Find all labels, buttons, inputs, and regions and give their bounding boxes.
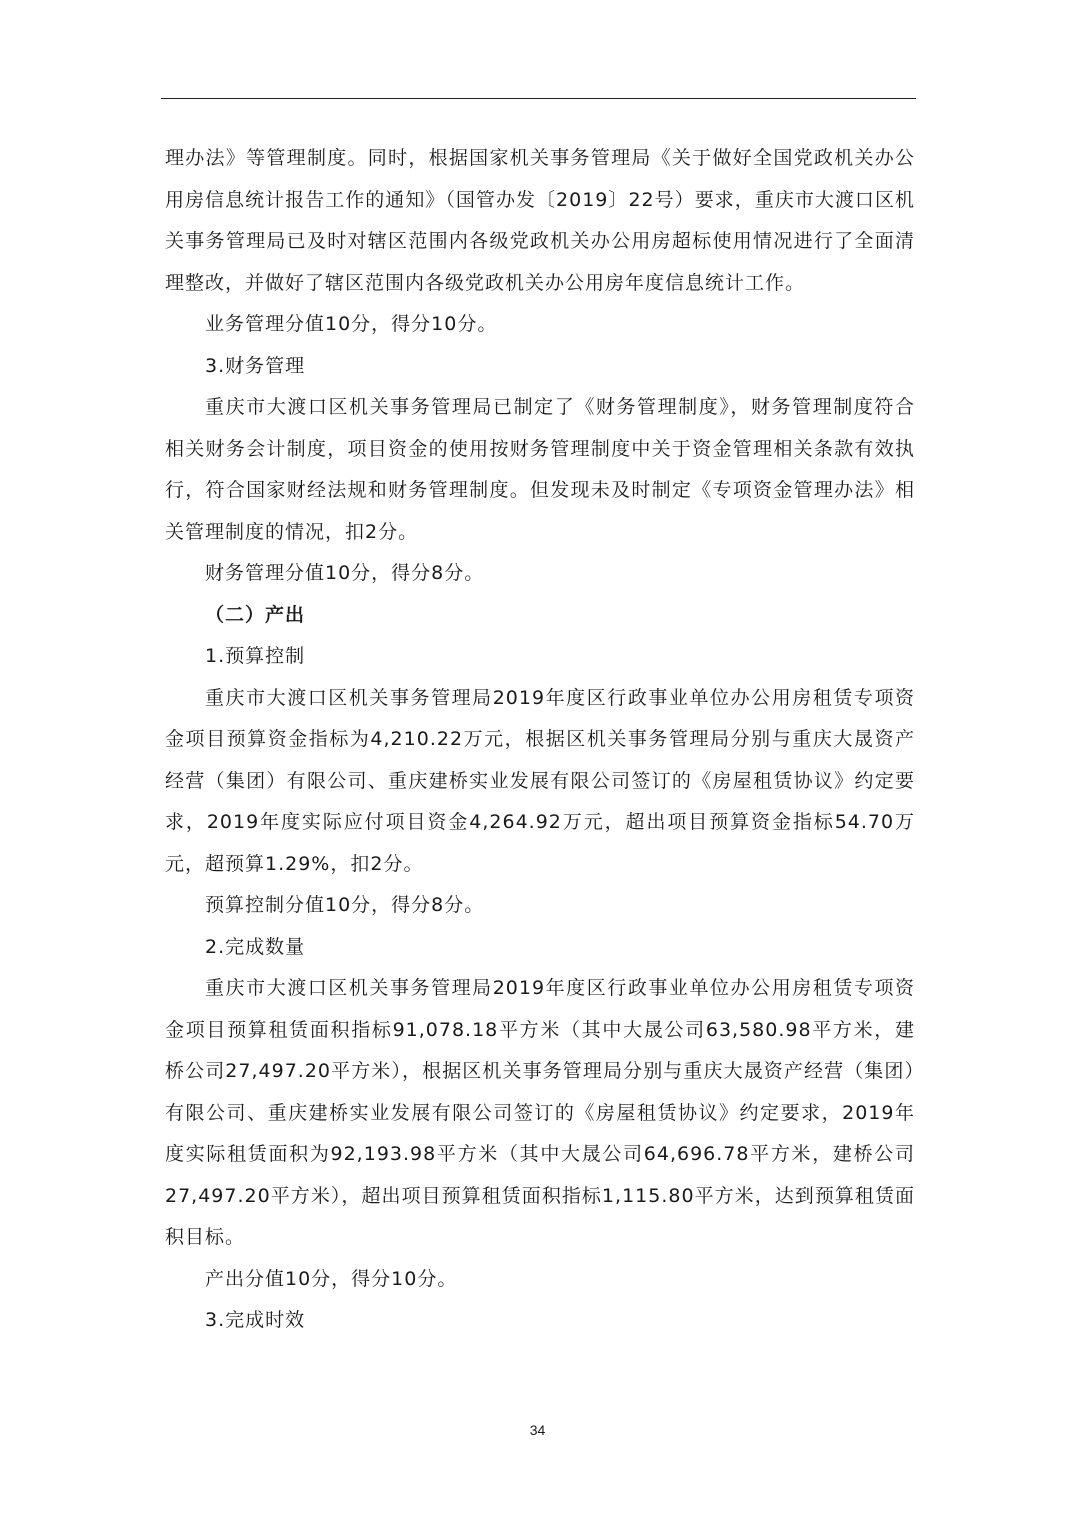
document-body	[165, 138, 915, 1342]
paragraph-budget-score: 预算控制分值10分，得分8分。	[205, 894, 485, 916]
paragraph-continuation: 理办法》等管理制度。同时，根据国家机关事务管理局《关于做好全国党政机关办公用房信息统计报告工作的通知》（国管办发〔2019〕22号）要求，重庆市大渡口区机关事务管理局已及时对辖区范围内各级党政机关办公用房超标使用情况进行了全面清理整改，并做好了辖区范围内各级党政机关办公用房年度信息统计工作。	[165, 147, 915, 294]
subheading-financial-management: 3.财务管理	[205, 354, 306, 377]
section-heading-output: （二）产出	[205, 603, 306, 626]
subheading-completion-quantity: 2.完成数量	[205, 935, 306, 958]
paragraph-budget-control: 重庆市大渡口区机关事务管理局2019年度区行政事业单位办公用房租赁专项资金项目预算资金指标为4,210.22万元，根据区机关事务管理局分别与重庆大晟资产经营（集团）有限公司、重庆建桥实业发展有限公司签订的《房屋租赁协议》约定要求，2019年度实际应付项目资金4,264.92万元，超出项目预算资金指标54.70万元，超预算1.29%，扣2分。	[165, 686, 915, 875]
paragraph-business-score: 业务管理分值10分，得分10分。	[205, 313, 498, 335]
subheading-budget-control: 1.预算控制	[205, 645, 306, 667]
subheading-completion-timeliness: 3.完成时效	[205, 1309, 306, 1331]
paragraph-financial-management: 重庆市大渡口区机关事务管理局已制定了《财务管理制度》，财务管理制度符合相关财务会计制度，项目资金的使用按财务管理制度中关于资金管理相关条款有效执行，符合国家财经法规和财务管理制度。但发现未及时制定《专项资金管理办法》相关管理制度的情况，扣2分。	[165, 396, 915, 543]
paragraph-output-score: 产出分值10分，得分10分。	[205, 1267, 458, 1290]
header-rule	[161, 98, 916, 99]
paragraph-financial-score: 财务管理分值10分，得分8分。	[205, 562, 485, 584]
page-number: 34	[529, 1422, 546, 1438]
paragraph-completion-quantity: 重庆市大渡口区机关事务管理局2019年度区行政事业单位办公用房租赁专项资金项目预算租赁面积指标91,078.18平方米（其中大晟公司63,580.98平方米，建桥公司27,497.20平方米），根据区机关事务管理局分别与重庆大晟资产经营（集团）有限公司、重庆建桥实业发展有限公司签订的《房屋租赁协议》约定要求，2019年度实际租赁面积为92,193.98平方米（其中大晟公司64,696.78平方米，建桥公司27,497.20平方米），超出项目预算租赁面积指标1,115.80平方米，达到预算租赁面积目标。	[165, 977, 915, 1248]
